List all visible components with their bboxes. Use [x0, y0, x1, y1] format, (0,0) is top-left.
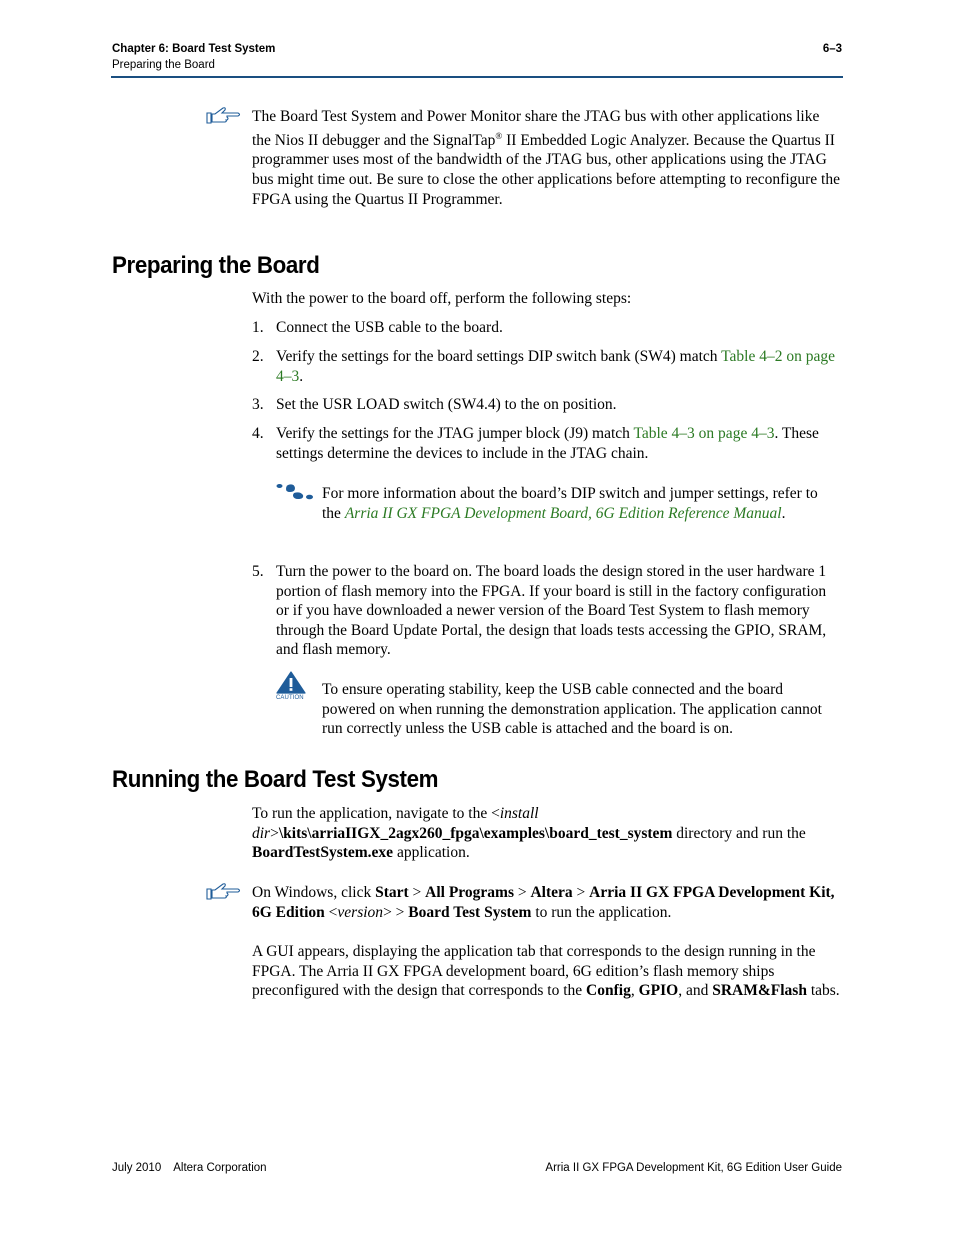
separator: > — [572, 884, 590, 901]
p1-text-b: > — [270, 824, 279, 842]
install-dir-placeholder: install dir — [252, 805, 539, 842]
step-2-number: 2. — [252, 348, 264, 365]
separator: > — [513, 884, 531, 901]
step-1: Connect the USB cable to the board. — [276, 319, 503, 336]
windows-note-end: to run the application. — [531, 903, 672, 921]
caution-note: To ensure operating stability, keep the USB cable connected and the board powered on when running the demonstration application. The application cannot run correctly unless the USB cable is attached and the board is on. — [322, 681, 822, 738]
step-2 — [276, 347, 840, 386]
separator: , — [630, 982, 639, 1000]
step-3-number: 3. — [252, 396, 264, 413]
note-jtag-text-2: II Embedded Logic Analyzer. Because the Quartus II programmer uses most of the bandwidth of the JTAG bus, other applications using the JTAG bus might time out. Be sure to close the other applications before attempting to reconfigure the FPGA using the Quartus II Programmer. — [252, 131, 840, 208]
menu-kit: Arria II GX FPGA Development Kit, 6G Edition — [252, 884, 835, 921]
step-3: Set the USR LOAD switch (SW4.4) to the on position. — [276, 396, 617, 413]
step-2-end: . — [299, 367, 304, 385]
separator: , and — [678, 982, 713, 1000]
menu-start: Start — [375, 884, 409, 901]
caution-label: CAUTION — [276, 695, 304, 701]
note-jtag — [252, 107, 842, 209]
footer-date: July 2010 — [112, 1162, 162, 1174]
version-placeholder: version — [337, 903, 384, 921]
footprints-icon — [275, 483, 315, 506]
step-1-number: 1. — [252, 319, 264, 336]
step-4-text: Verify the settings for the JTAG jumper block (J9) match — [276, 425, 634, 442]
info-note-end: . — [781, 504, 786, 522]
p2-text: A GUI appears, displaying the application tab that corresponds to the design running in the FPGA. The Arria II GX FPGA development board, 6G edition’s flash memory ships preconfigured with the design that corresponds to the — [252, 943, 816, 1000]
step-5: Turn the power to the board on. The board loads the design stored in the user hardware 1 portion of flash memory into the FPGA. If your board is still in the factory configuration or if you have downloaded a newer version of the Board Test System to flash memory through the Board Update Portal, the design that loads tests accessing the GPIO, SRAM, and flash memory. — [276, 563, 827, 659]
header-rule — [111, 76, 843, 78]
header-page-number: 6–3 — [822, 43, 842, 55]
p1-text-d: application. — [393, 844, 470, 862]
separator: > — [408, 884, 426, 901]
registered-mark: ® — [495, 130, 503, 141]
tab-name-sram-flash: SRAM&Flash — [712, 982, 807, 1000]
heading-preparing-board: Preparing the Board — [112, 252, 320, 279]
menu-all-programs: All Programs — [425, 884, 514, 901]
menu-altera: Altera — [530, 884, 573, 901]
step-4-number: 4. — [252, 425, 264, 442]
heading-running-board-test: Running the Board Test System — [112, 766, 439, 793]
p1-text-c: directory and run the — [672, 824, 806, 842]
running-paragraph-1 — [252, 804, 842, 863]
menu-board-test-system: Board Test System — [408, 903, 532, 921]
step-5-number: 5. — [252, 563, 264, 580]
exe-name: BoardTestSystem.exe — [252, 844, 394, 862]
preparing-intro: With the power to the board off, perform the following steps: — [252, 290, 632, 307]
footer-left — [112, 1162, 267, 1174]
running-paragraph-2 — [252, 942, 842, 1001]
info-note-text: For more information about the board’s DIP switch and jumper settings, refer to the — [322, 485, 818, 522]
step-4 — [276, 424, 840, 463]
board-test-path: \kits\arriaIIGX_2agx260_fpga\examples\board_test_system — [278, 824, 673, 842]
p2-end: tabs. — [806, 982, 840, 1000]
windows-note — [252, 883, 842, 922]
footer-title: Arria II GX FPGA Development Kit, 6G Edition User Guide — [545, 1162, 842, 1174]
table-4-2-link[interactable]: Table 4–2 on page 4–3 — [276, 348, 835, 385]
tab-name-gpio: GPIO — [638, 982, 679, 1000]
note-hand-icon — [205, 882, 243, 907]
note-jtag-text-1: The Board Test System and Power Monitor share the JTAG bus with other applications like the Nios II debugger and the SignalTap — [252, 108, 820, 149]
step-2-text: Verify the settings for the board settings DIP switch bank (SW4) match — [276, 348, 722, 365]
header-chapter: Chapter 6: Board Test System — [112, 43, 276, 55]
reference-manual-link[interactable]: Arria II GX FPGA Development Board, 6G Edition Reference Manual — [344, 504, 782, 522]
p1-text-a: To run the application, navigate to the < — [252, 805, 500, 822]
windows-note-text: On Windows, click — [252, 884, 376, 901]
separator: < — [324, 903, 338, 921]
step-4-end: . These settings determine the devices to include in the JTAG chain. — [276, 425, 819, 462]
table-4-3-link[interactable]: Table 4–3 on page 4–3 — [633, 425, 775, 442]
tab-name-config: Config — [586, 982, 631, 1000]
header-section: Preparing the Board — [112, 59, 215, 71]
info-note — [322, 484, 834, 523]
footer-company: Altera Corporation — [173, 1162, 267, 1174]
separator: > > — [383, 903, 409, 921]
note-hand-icon — [205, 106, 243, 131]
